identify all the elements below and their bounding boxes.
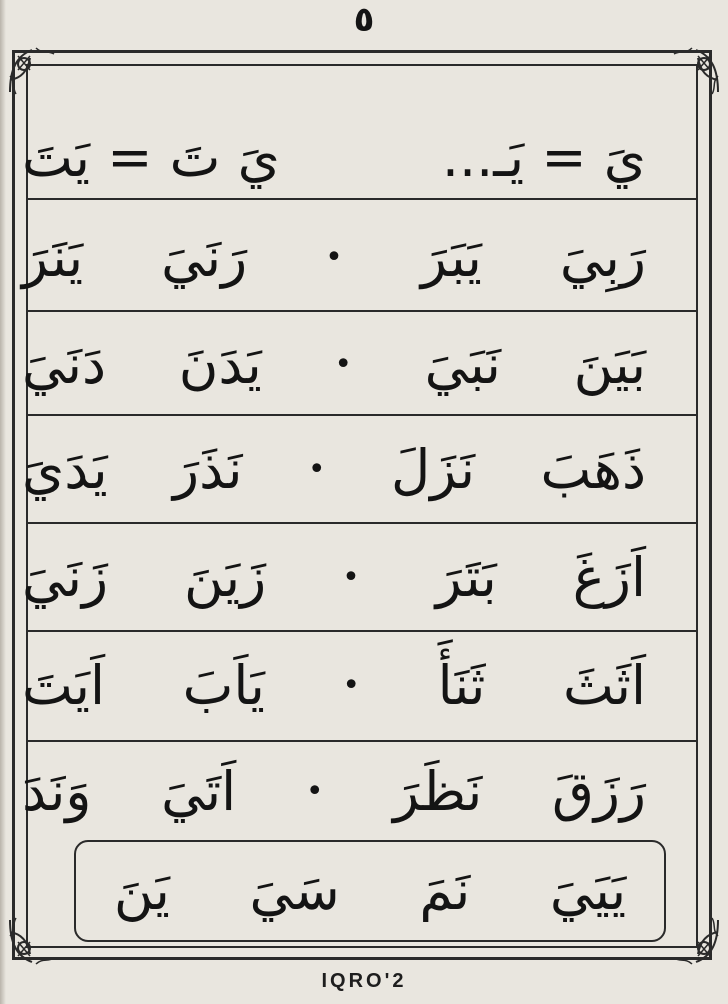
separator-dot: • <box>325 240 343 275</box>
word: يَنَ <box>113 859 170 922</box>
word: ثَنَأَ <box>437 654 486 717</box>
row-divider <box>28 414 696 416</box>
ornament-corner-top-left <box>2 40 62 100</box>
book-footer: IQRO'2 <box>321 970 407 992</box>
word: يَيَيَ <box>549 859 627 922</box>
word: رَزَقَ <box>551 760 646 823</box>
word: اَيَتَ <box>22 654 106 717</box>
word: نَزَلَ <box>390 438 476 501</box>
ornament-corner-bottom-right <box>666 912 726 972</box>
separator-dot: • <box>334 347 353 382</box>
word: بَيَنَ <box>573 333 646 396</box>
lesson-row-3 <box>0 420 668 520</box>
page-number: ٥ <box>353 0 375 40</box>
rule-left: يَ = يَـ... <box>441 126 646 189</box>
rule-right: يَ تَ = يَتَ <box>22 126 280 189</box>
word: يَدَنَ <box>178 333 262 396</box>
row-divider <box>28 310 696 312</box>
practice-row <box>74 840 666 942</box>
word: نَظَرَ <box>393 760 483 823</box>
word: زَيَنَ <box>184 546 267 609</box>
lesson-row-2 <box>0 316 668 414</box>
word: سَيَ <box>249 859 340 922</box>
lesson-row-1 <box>0 206 668 310</box>
separator-dot: • <box>342 560 360 595</box>
separator-dot: • <box>307 452 326 487</box>
word: يَبَرَ <box>420 226 482 289</box>
row-divider <box>28 198 696 200</box>
ornament-corner-bottom-left <box>2 912 62 972</box>
word: اَثَثَ <box>562 654 646 717</box>
word: نَبَيَ <box>424 333 501 396</box>
word: زَنَيَ <box>22 546 109 609</box>
word: نَذَرَ <box>173 438 243 501</box>
word: رَبِيَ <box>559 226 646 289</box>
word: يَدَيَ <box>22 438 108 501</box>
lesson-row-5 <box>0 636 668 736</box>
rule-row <box>0 118 668 198</box>
row-divider <box>28 740 696 742</box>
row-divider <box>28 522 696 524</box>
word: دَنَيَ <box>22 333 107 396</box>
word: يَنَرَ <box>22 226 84 289</box>
lesson-row-4 <box>0 528 668 628</box>
word: نَمَ <box>419 859 471 922</box>
word: وَنَدَ <box>22 760 92 823</box>
separator-dot: • <box>305 774 324 809</box>
lesson-row-6 <box>0 744 668 840</box>
word: ذَهَبَ <box>540 438 646 501</box>
row-divider <box>28 630 696 632</box>
word: اَزَغَ <box>572 546 646 609</box>
word: يَاَبَ <box>182 654 265 717</box>
ornament-corner-top-right <box>666 40 726 100</box>
word: بَتَرَ <box>435 546 497 609</box>
word: رَنَيَ <box>161 226 248 289</box>
separator-dot: • <box>342 668 361 703</box>
word: اَتَيَ <box>161 760 237 823</box>
